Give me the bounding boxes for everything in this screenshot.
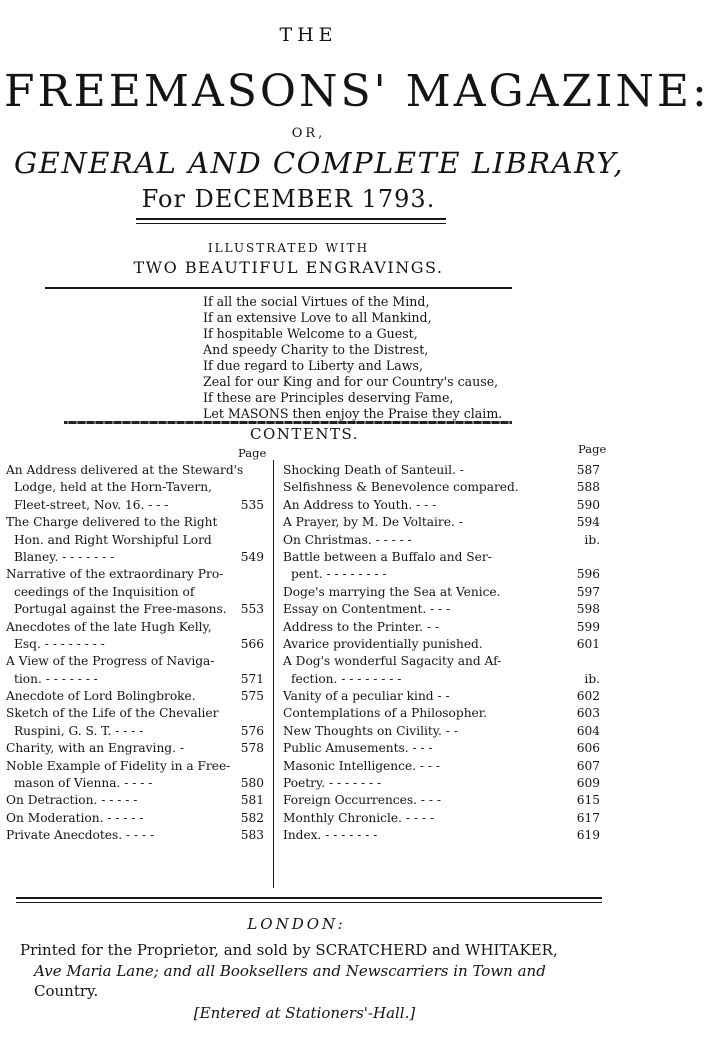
contents-entry xyxy=(6,723,264,740)
contents-entry xyxy=(6,601,264,618)
contents-entry-title: On Christmas. - - - - - xyxy=(283,532,412,547)
poem-line: If due regard to Liberty and Laws, xyxy=(203,358,423,373)
contents-entry xyxy=(6,532,264,549)
contents-entry-page: 575 xyxy=(240,689,264,704)
contents-entry xyxy=(6,462,264,479)
contents-entry-title: Foreign Occurrences. - - - xyxy=(283,793,441,808)
poem-line: Let MASONS then enjoy the Praise they claim. xyxy=(203,406,503,421)
contents-entry xyxy=(283,532,600,549)
contents-entry xyxy=(283,775,600,792)
magazine-subtitle: GENERAL AND COMPLETE LIBRARY, xyxy=(14,146,625,180)
contents-entry-page: 590 xyxy=(576,497,600,512)
contents-entry-page: 597 xyxy=(576,584,600,599)
contents-entry xyxy=(283,479,600,496)
contents-entry-title: Anecdote of Lord Bolingbroke. xyxy=(6,689,196,704)
contents-entry-page: 587 xyxy=(576,463,600,477)
contents-entry-page: ib. xyxy=(584,532,600,547)
contents-entry-title: A Prayer, by M. De Voltaire. - xyxy=(283,515,463,530)
page-column-label-right: Page xyxy=(578,442,607,456)
contents-entry-title: A Dog's wonderful Sagacity and Af- xyxy=(283,654,502,669)
contents-entry-title: Essay on Contentment. - - - xyxy=(283,602,451,617)
contents-entry xyxy=(6,810,264,827)
imprint-text xyxy=(20,940,558,1002)
contents-entry xyxy=(6,705,264,722)
contents-entry-title: Index. - - - - - - - xyxy=(283,828,378,843)
contents-entry-title: Ruspini, G. S. T. - - - - xyxy=(14,723,144,738)
contents-entry-page: 581 xyxy=(240,793,264,808)
contents-entry-page: 606 xyxy=(576,741,600,756)
contents-entry-title: Private Anecdotes. - - - - xyxy=(6,828,155,843)
contents-entry xyxy=(6,827,264,844)
entered-at-stationers-hall: [Entered at Stationers'-Hall.] xyxy=(193,1004,416,1022)
contents-entry-title: Charity, with an Engraving. - xyxy=(6,741,184,756)
contents-entry-title: pent. - - - - - - - - xyxy=(291,567,387,582)
contents-entry-title: Esq. - - - - - - - - xyxy=(14,636,105,651)
masthead-the: THE xyxy=(279,24,338,46)
contents-entry-page: 553 xyxy=(240,602,264,617)
poem-line: If an extensive Love to all Mankind, xyxy=(203,310,432,325)
contents-entry-page: 596 xyxy=(576,567,600,582)
contents-entry-page: ib. xyxy=(584,671,600,686)
contents-entry-title: tion. - - - - - - - xyxy=(14,671,98,686)
contents-entry xyxy=(6,497,264,514)
contents-entry-page: 549 xyxy=(240,549,264,564)
contents-entry-page: 602 xyxy=(576,689,600,704)
contents-entry-title: Anecdotes of the late Hugh Kelly, xyxy=(6,619,212,634)
contents-entry-page: 594 xyxy=(576,515,600,530)
contents-entry xyxy=(6,636,264,653)
contents-entry xyxy=(283,688,600,705)
contents-entry-page: 615 xyxy=(576,793,600,808)
imprint-city: LONDON: xyxy=(247,915,346,933)
contents-entry-title: Poetry. - - - - - - - xyxy=(283,776,382,791)
contents-entry xyxy=(283,792,600,809)
magazine-title: FREEMASONS' MAGAZINE: xyxy=(4,66,710,117)
contents-entry xyxy=(6,740,264,757)
contents-entry xyxy=(6,792,264,809)
contents-entry-page: 582 xyxy=(240,810,264,825)
contents-entry-title: New Thoughts on Civility. - - xyxy=(283,723,458,738)
poem-line: Zeal for our King and for our Country's cause, xyxy=(203,374,499,389)
engravings-note: TWO BEAUTIFUL ENGRAVINGS. xyxy=(133,258,444,277)
contents-entry-page: 604 xyxy=(576,723,600,738)
contents-entry-page: 598 xyxy=(576,602,600,617)
contents-entry-title: Hon. and Right Worshipful Lord xyxy=(14,532,212,547)
poem-line: If all the social Virtues of the Mind, xyxy=(203,294,430,309)
contents-entry-title: mason of Vienna. - - - - xyxy=(14,776,153,791)
contents-entry-title: Public Amusements. - - - xyxy=(283,741,433,756)
contents-entry-title: Doge's marrying the Sea at Venice. xyxy=(283,584,501,599)
contents-right-column xyxy=(283,462,600,845)
contents-entry xyxy=(6,514,264,531)
contents-entry-title: Sketch of the Life of the Chevalier xyxy=(6,706,219,721)
poem-line: If hospitable Welcome to a Guest, xyxy=(203,326,418,341)
contents-entry-page: 607 xyxy=(576,758,600,773)
contents-entry-page: 576 xyxy=(240,723,264,738)
contents-entry-title: Battle between a Buffalo and Ser- xyxy=(283,549,492,564)
imprint-line: Ave Maria Lane; and all Booksellers and Newscarriers in Town and xyxy=(34,961,546,980)
vertical-column-rule xyxy=(273,460,274,888)
contents-entry xyxy=(283,514,600,531)
rule-above-imprint xyxy=(16,897,602,899)
contents-entry-title: Address to the Printer. - - xyxy=(283,619,439,634)
contents-entry-title: A View of the Progress of Naviga- xyxy=(6,654,215,669)
contents-left-column xyxy=(6,462,264,845)
contents-entry-title: Masonic Intelligence. - - - xyxy=(283,758,441,773)
contents-entry-page: 619 xyxy=(576,828,600,843)
issue-date: For DECEMBER 1793. xyxy=(141,185,436,213)
masthead-or: OR, xyxy=(291,126,326,141)
contents-entry-title: Lodge, held at the Horn-Tavern, xyxy=(14,480,212,495)
contents-entry-title: Blaney. - - - - - - - xyxy=(14,549,115,564)
contents-entry xyxy=(283,758,600,775)
contents-entry xyxy=(283,619,600,636)
contents-entry-title: Vanity of a peculiar kind - - xyxy=(283,689,450,704)
contents-entry-title: Noble Example of Fidelity in a Free- xyxy=(6,758,231,773)
illustrated-with: ILLUSTRATED WITH xyxy=(207,241,370,255)
contents-entry xyxy=(283,601,600,618)
rule-under-issue-thin xyxy=(136,223,446,224)
contents-entry-page: 603 xyxy=(576,706,600,721)
contents-entry-title: Portugal against the Free-masons. xyxy=(14,602,227,617)
contents-entry xyxy=(283,462,600,479)
contents-entry-page: 566 xyxy=(240,636,264,651)
contents-entry xyxy=(6,619,264,636)
contents-entry-title: On Moderation. - - - - - xyxy=(6,810,144,825)
contents-entry-title: The Charge delivered to the Right xyxy=(6,515,218,530)
rule-above-imprint-thin xyxy=(16,902,602,903)
ornamental-rule xyxy=(64,421,512,424)
contents-entry xyxy=(283,549,600,566)
contents-entry-title: Shocking Death of Santeuil. - xyxy=(283,463,464,477)
contents-entry xyxy=(6,479,264,496)
contents-entry-title: Monthly Chronicle. - - - - xyxy=(283,810,434,825)
contents-entry-title: fection. - - - - - - - - xyxy=(291,671,402,686)
contents-entry xyxy=(283,584,600,601)
contents-entry-page: 588 xyxy=(576,480,600,495)
contents-entry xyxy=(283,636,600,653)
contents-entry xyxy=(6,775,264,792)
contents-entry xyxy=(6,566,264,583)
contents-entry xyxy=(283,827,600,844)
contents-entry xyxy=(283,740,600,757)
contents-entry xyxy=(283,671,600,688)
contents-entry xyxy=(6,688,264,705)
contents-entry-page: 601 xyxy=(576,636,600,651)
poem-line: If these are Principles deserving Fame, xyxy=(203,390,454,405)
contents-entry-page: 599 xyxy=(576,619,600,634)
epigraph-poem xyxy=(203,294,502,422)
contents-entry-title: An Address delivered at the Steward's xyxy=(6,463,244,477)
contents-entry xyxy=(6,671,264,688)
rule-under-issue xyxy=(136,218,446,220)
imprint-line: Printed for the Proprietor, and sold by SCRATCHERD and WHITAKER, xyxy=(20,941,558,959)
contents-entry xyxy=(283,653,600,670)
contents-entry xyxy=(6,584,264,601)
contents-entry-title: ceedings of the Inquisition of xyxy=(14,584,195,599)
contents-entry-title: An Address to Youth. - - - xyxy=(283,497,437,512)
contents-entry xyxy=(283,566,600,583)
contents-entry-title: Narrative of the extraordinary Pro- xyxy=(6,567,224,582)
contents-entry xyxy=(6,758,264,775)
contents-entry-page: 609 xyxy=(576,776,600,791)
contents-entry xyxy=(6,549,264,566)
contents-entry-page: 535 xyxy=(240,497,264,512)
contents-entry-title: Selfishness & Benevolence compared. xyxy=(283,480,519,495)
contents-entry-title: On Detraction. - - - - - xyxy=(6,793,138,808)
contents-entry xyxy=(283,497,600,514)
rule-above-poem xyxy=(45,287,512,289)
contents-entry xyxy=(283,810,600,827)
imprint-line: Country. xyxy=(34,982,99,1000)
contents-entry-title: Avarice providentially punished. xyxy=(283,636,483,651)
contents-entry-page: 580 xyxy=(240,776,264,791)
contents-entry-page: 578 xyxy=(240,741,264,756)
contents-entry-title: Contemplations of a Philosopher. xyxy=(283,706,488,721)
page-column-label-left: Page xyxy=(238,446,267,460)
contents-entry xyxy=(283,705,600,722)
poem-line: And speedy Charity to the Distrest, xyxy=(203,342,429,357)
contents-entry-page: 583 xyxy=(240,828,264,843)
contents-entry xyxy=(6,653,264,670)
contents-heading: CONTENTS. xyxy=(250,425,359,443)
contents-entry-page: 617 xyxy=(576,810,600,825)
contents-entry-page: 571 xyxy=(240,671,264,686)
contents-entry-title: Fleet-street, Nov. 16. - - - xyxy=(14,497,169,512)
contents-entry xyxy=(283,723,600,740)
